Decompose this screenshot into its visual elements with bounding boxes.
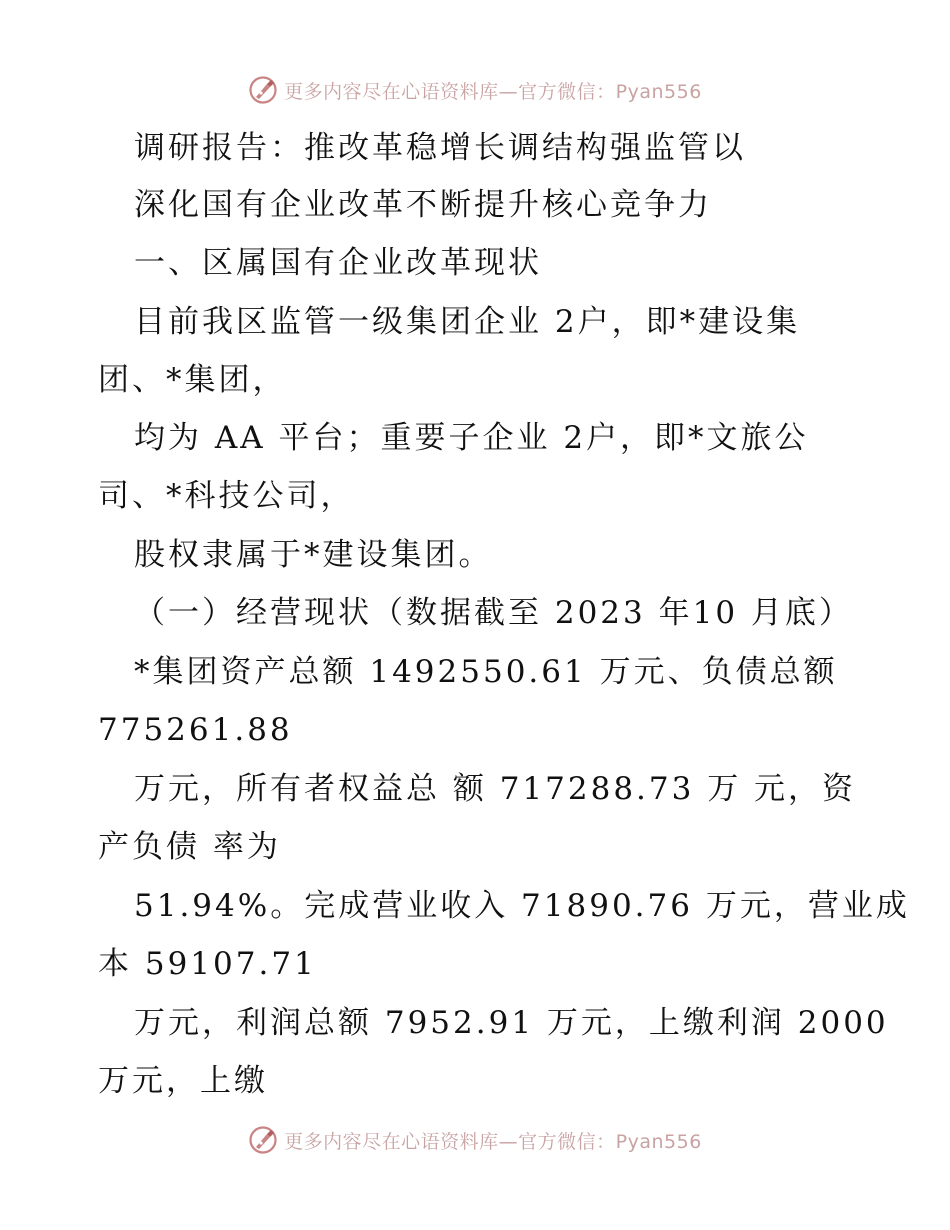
header-banner-text: 更多内容尽在心语资料库—官方微信：Pyan556 — [284, 80, 702, 103]
paragraph-line: 万元，上缴 — [98, 1063, 268, 1099]
paragraph-line: *集团资产总额 1492550.61 万元、负债总额 — [134, 654, 838, 690]
paragraph-line: 51.94%。完成营业收入 71890.76 万元，营业成 — [134, 888, 910, 924]
subsection-heading: （一）经营现状（数据截至 2023 年10 月底） — [134, 595, 853, 631]
paragraph-line: 股权隶属于*建设集团。 — [134, 537, 493, 573]
footer-banner-text: 更多内容尽在心语资料库—官方微信：Pyan556 — [284, 1130, 702, 1153]
paragraph-line: 775261.88 — [98, 712, 293, 748]
paragraph-line: 团、*集团， — [98, 362, 287, 398]
footer-banner — [0, 1120, 950, 1160]
title-line-2: 深化国有企业改革不断提升核心竞争力 — [134, 187, 712, 223]
paragraph-line: 司、*科技公司， — [98, 478, 355, 514]
title-line-1: 调研报告：推改革稳增长调结构强监管以 — [134, 130, 746, 166]
paragraph-line: 均为 AA 平台；重要子企业 2户，即*文旅公 — [134, 420, 809, 456]
paragraph-line: 产负债 率为 — [98, 829, 281, 865]
paragraph-line: 目前我区监管一级集团企业 2户，即*建设集 — [134, 304, 801, 340]
paragraph-line: 本 59107.71 — [98, 946, 317, 982]
pen-nib-logo-icon — [248, 1125, 278, 1155]
paragraph-line: 万元，所有者权益总 额 717288.73 万 元，资 — [134, 771, 857, 807]
section-heading: 一、区属国有企业改革现状 — [134, 245, 542, 281]
paragraph-line: 万元，利润总额 7952.91 万元，上缴利润 2000 — [134, 1005, 889, 1041]
